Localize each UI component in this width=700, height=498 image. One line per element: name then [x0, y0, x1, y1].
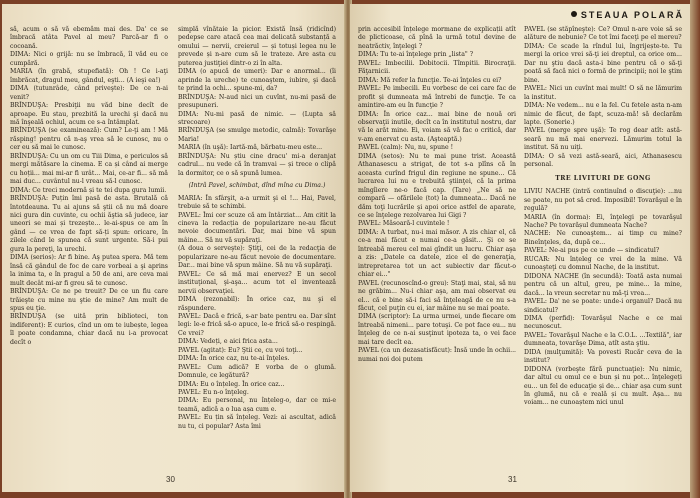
right-page-column-2	[524, 26, 682, 408]
dialogue-paragraph: PAVEL: Imbecilii. Dobitocii. Tîmpitii. Birocraţii. Făţarnicii.	[358, 59, 516, 76]
dialogue-paragraph: PAVEL (merge spre uşă): Te rog dear atît: astă-seară nu mă mai enervezi. Lămurim totul la institut. Să nu uiţi.	[524, 127, 682, 152]
dialogue-paragraph: PAVEL (recunoscînd-o greu): Staţi mai, stai, să nu ne grăbim... Nu-i chiar aşa, am mai observat eu el... că e bine să-i faci să înţeleagă de ce nu s-a făcut, cel puţin cu ei, iar mâine nu se mai poate.	[358, 279, 516, 312]
dialogue-paragraph: PAVEL (se stăpîneşte): Ce? Omul n-are voie să se alăture de nebunie? Ce tot îmi faceţi pe el mereu?	[524, 26, 682, 42]
dialogue-paragraph: MARIA (în dorma): Ei, înţelegi pe tovarăşul Nache? Pe tovarășul dumneata Nache?	[524, 213, 682, 229]
dialogue-paragraph: PAVEL (calm): Nu, nu, spune !	[358, 144, 454, 152]
right-page	[350, 4, 690, 492]
dialogue-paragraph: DIMA: Eu personal, nu înțeleg-o, dar ce mi-e teamă, adică a o lua așa cum e.	[178, 397, 336, 413]
dialogue-paragraph: MARIA: În sfârşit, a-a urmit şi el !... Hai, Pavel, trebuie să te schimbi.	[178, 194, 336, 211]
right-page-column-1	[358, 26, 516, 364]
dialogue-paragraph: MARIA (în uşă): Iartă-mă, bărbatu-meu este...	[178, 144, 323, 152]
dialogue-paragraph: PAVEL: Ne-ai pus pe ce unde — sindicatul?	[524, 247, 660, 255]
dialogue-paragraph: DIDONA (vorbeşte fără punctuaţie): Nu nimic, dar altul cu omul ce e bun și nu pot... înţelegeți eu... un fel de educaţie și de... chiar așa cum sunt în glumă, nu că e reală și cu mult. Așa... nu voiam... ne cunoaștem nici unul	[524, 365, 682, 407]
filled-circle-icon	[571, 11, 577, 17]
journal-header	[571, 10, 684, 20]
left-page	[2, 4, 346, 492]
dialogue-paragraph: DIMA (setos): Nu te mai pune trist. Această Athanasescu a strigat, de tot s-a plîns că în aceasta curînd frigul din regiune ne spune... Că lucrarea lui nu e trebuită ştiinţei, că la prima mîngîiere ne-o facă cap. (Tare) „Ne să ne compară — ofărilele (tot) la dumneata... Dacă ne dăm toţi lucrările şi apoi orice astfel de aparate, ce se înţelege rezolvarea lui Gigi ?	[358, 152, 516, 219]
dialogue-paragraph: DIDONA NACHE (în secundă): Toată asta numai pentru că un altul, greu, pe mine... la mine, dacă... la vreun secretar nu mă-ţi vrea...	[524, 272, 682, 297]
dialogue-paragraph: DIMA (serios): Ar fi bine. Aş putea spera. Mă tem însă că gândul de foc de care vorbeai a şi aprins la inima ta, e în pragul a 50 de ani, are ceva mai mult decât mi-ar fi greu să te cunosc.	[10, 254, 168, 287]
left-page-column-1	[10, 26, 168, 347]
dialogue-paragraph: DIMA (perfid): Tovarăşul Nache e ce mai necunoscut.	[524, 314, 682, 331]
dialogue-paragraph: DIMA: Eu o înțeleg. În orice caz...	[178, 380, 285, 388]
journal-title: STEAUA POLARĂ	[580, 10, 684, 20]
dialogue-paragraph: DIMA: Ce scade la rîndul lui, îngrijește-te. Tu mergi la orice vrei să-ţi iei dreptul, ca orice om... Dar nu ştiu dacă asta-i bine pentru că o să-ţi poată să facă nici o formă de principii; noi le ştim bine.	[524, 42, 682, 84]
dialogue-paragraph: PAVEL: Pe imbecili. Eu vorbesc de cei care fac de profit și dumneata mă întrebi de funcţie. Te ca amintire-am eu în funcţie ?	[358, 85, 516, 110]
dialogue-paragraph: DIMA (tutunrâde, când priveşte): De ce n-ai venit?	[10, 85, 168, 101]
dialogue-paragraph: (A doua o serveşte): Ştiţi, cei de la redacţia de popularizare ne-au făcut nevoie de documentare. Dar... mai bine vă spun mâine. Să nu vă supăraţi.	[178, 245, 336, 270]
dialogue-paragraph: PAVEL: Măsoară-l cuvintele !	[358, 220, 450, 228]
dialogue-paragraph: BRÎNDUŞA: Puțin îmi pasă de asta. Brutală că întotdeauna. Tu ai ajuns să ştii că nu mă doare nici gura din cuvinte, cu ochii ăştia să judece, iar uneori se mai și trezește... le-ai-spus ce am în gând — ce vrea de fapt să-ți spun: oricare, în zilele când le spunea că sunt urgente. Să-i pui gura la pereţi, la urechi.	[10, 195, 168, 253]
dialogue-paragraph: BRÎNDUŞA: N-aud nici un cuvînt, nu-mi pasă de presupuneri.	[178, 93, 336, 110]
dialogue-paragraph: PAVEL: Dacă e frică, s-ar bate pentru ea. Dar sînt legi: le-e frică să-o apuce, le-e frică să-o respingă. Ce vrei?	[178, 312, 336, 337]
dialogue-paragraph: RUCAR: Nu înțeleg ce vrei de la mine. Vă cunoaşteţi cu domnul Nache, de la institut.	[524, 255, 682, 272]
dialogue-paragraph: BRÎNDUŞA (se uită prin biblioteci, ton indiferent): E curios, cînd un om te iubește, legea îl poate condamna, chiar dacă nu i-a provocat decît o	[10, 313, 168, 346]
dialogue-paragraph: DIMA (o apucă de umeri): Dar e anormal... (îi aprinde la ureche) te cunoaştem, iubire, şi dacă te prind la ochi... spune-mi, da?	[178, 68, 336, 93]
dialogue-paragraph: MARIA (în grabă, stupefiată): Oh ! Ce i-aţi îmbrăcat, dragul meu, gândul, eşti... (A ieşi ea!)	[10, 68, 168, 84]
dialogue-paragraph: BRÎNDUŞA (se examinează): Cum? Le-ţi am ! Mă răsping! pentru că n-aş vrea să le cunosc, nu o cer eu să mai le cunosc.	[10, 127, 168, 152]
dialogue-paragraph: DIMA: Mă refer la funcţie. Te-ai înţeles cu ei?	[358, 76, 502, 84]
dialogue-paragraph: PAVEL: Nici un cuvînt mai mult! O să ne lămurim la institut.	[524, 85, 682, 101]
dialogue-paragraph: DIMA: Ce treci modernă și te tei dupa gura lumii.	[10, 186, 167, 194]
dialogue-paragraph: PAVEL: Îmi cer scuze că am întârziat... Am citit la cineva la redacția de popularizare ne-au făcut nevoie documentări. Dar, mai bine vă spun mâine... Să nu vă supăraţi.	[178, 211, 336, 244]
dialogue-paragraph: DIMA: Ne vedem... nu e la fel. Cu fetele asta n-am nimic de făcut, de fapt, scuza-mă! să declarăm lapte. (Sonerie.)	[524, 102, 682, 126]
dialogue-paragraph: TRE LIVITURI DE GONG	[555, 174, 651, 182]
dialogue-paragraph: DIMA: Tu te-ai înţelege prin „lista" ?	[358, 51, 474, 59]
dialogue-paragraph: PAVEL: Cum adică? E vorba de o glumă. Domnule, ce legătură?	[178, 363, 336, 380]
dialogue-paragraph: DIMA: A turbat, nu-i mai măsor. A zis chiar el, că ce-a mai făcut e numai ce-a găsit... Şi ce se întreabă mereu cel mai gîndit un lucru. Chiar aşa a zis: „Datele ca datele, zice el de generaţia, intrepretarea tot un act subiectiv dar făcut-o chiar ei..."	[358, 228, 516, 279]
dialogue-paragraph: simplă vînătaie la picior. Există însă (ridicînd) pedepse care atacă cea mai delicată substanță a omului — nervii, creierul — și totuși legea nu le prevede și n-are cum să le trateze. Are asta cu puterea justiţiei dintr-o zi în alta.	[178, 26, 336, 67]
dialogue-paragraph: PAVEL (ca un dezasatisfăcut): Însă unde în ochii... numai noi doi putem	[358, 347, 516, 363]
dialogue-paragraph: PAVEL: Tovarăşul Nache e la C.O.L. ...Textilă", iar dumneata, tovarăşe Dima, atît asta ştiu.	[524, 331, 682, 348]
dialogue-paragraph: prin accesibil înțelege mormane de explicații atît de plicticoase, că pînă la urmă totul devine de neatrăctiv, înţelegi ?	[358, 26, 516, 50]
left-page-number: 30	[166, 475, 175, 484]
dialogue-paragraph: DIMA: Vedeți, e aici frica asta...	[178, 338, 278, 346]
dialogue-paragraph: LIVIU NACHE (intră continuînd o discuţie): ...nu se poate, nu pot să cred. Imposibil! Tovarăşul e în regulă?	[524, 188, 682, 213]
dialogue-paragraph: DIMA: O să vezi astă-seară, aici, Athanasescu personal.	[524, 152, 682, 169]
dialogue-paragraph: DIMA: În orice caz, nu te-ai înţeles.	[178, 355, 290, 363]
dialogue-paragraph: BRÎNDUŞA: Ce ne pe treuit? De ce un fiu care trăieşte cu mine nu ştie de mine? Am mult de spus eu ţie.	[10, 288, 168, 312]
dialogue-paragraph: PAVEL: Eu țin să înțeleg. Vezi: ai ascultat, adică nu tu, ci popular? Asta îmi	[178, 414, 336, 430]
dialogue-paragraph: să, acum o să vă ebemăm mai des. Da' ce se îmbracă atâta Pavel al meu? Parcă-ar fi o cocoană.	[10, 26, 168, 50]
dialogue-paragraph: BRÎNDUŞA: Nu știu cine dracu' mi-a deranjat cadrul... nu vede că în tramvai — și trece o clipă la dormitor, ce o să spună lumea.	[178, 152, 336, 177]
right-page-number: 31	[508, 475, 517, 484]
dialogue-paragraph: BRÎNDUŞA: Cu un om cu Tiii Dima, e periculos să mergi mătăsare la cinema. E ca și când ai merge cu hoții... mai mi-ar fi urât... Mai, ce-ar fi... să mă mai duc... cuvântul nu-l vreau să-l cunosc.	[10, 152, 168, 186]
dialogue-paragraph: DIMA (scriptor): La urma urmei, unde fiecare om întreabă nimeni... pare totuşi. Ce pot face eu... nu înţeleg de ce n-ai susţinut ipoteza ta, o vei face mai tare decît ea.	[358, 313, 516, 346]
dialogue-paragraph: PAVEL: Eu n-o înţeleg.	[178, 389, 249, 397]
dialogue-paragraph: DIMA: În orice caz... mai bine de nouă ori observaţii inutile, decît ca în institutul nostru, dar vă le arăt mine. Ei, voiam să vă fac o critică, dar v-am enervat cu asta. (Aşteaptă.)	[358, 110, 516, 143]
dialogue-paragraph: PAVEL: Da' ne se poate: unde-i organul? Dacă nu sindicatul?	[524, 298, 682, 314]
dialogue-paragraph: DIDA (mulţumită): Va povesti Rucăr ceva de la institut?	[524, 348, 682, 365]
dialogue-paragraph: DIMA: Nu-mi pasă de nimic. — (Lupta să strecoare)	[178, 110, 336, 126]
dialogue-paragraph: DIMA (rezonabil): În orice caz, nu şi el răspundere.	[178, 296, 336, 312]
left-page-header	[10, 6, 340, 20]
dialogue-paragraph: BRÎNDUŞA (se smulge metodic, calmă): Tovarăşe Maria!	[178, 127, 336, 143]
dialogue-paragraph: NACHE: Ne cunoaştem... ai timp cu mine? Bineînţeles, da, după ce...	[524, 230, 682, 246]
dialogue-paragraph: BRÎNDUŞA: Presbiţii nu văd bine decît de aproape. Eu stau, prezbită la urechi şi dacă nu mă înşeală ochiul, acum ce s-a întâmplat.	[10, 102, 168, 126]
dialogue-paragraph: PAVEL (agitat): Eu? Ştii ce, cu voi toţi...	[178, 346, 303, 354]
left-page-column-2	[178, 26, 336, 431]
dialogue-paragraph: PAVEL: Ce să mă mai enervez? E un secol instituţional, şi-aşa... acum tot el inventează nervii observaţiei.	[178, 270, 336, 295]
dialogue-paragraph: (Intră Pavel, schimbat, dînd mîna cu Dima.)	[188, 182, 326, 190]
book-cover-edge	[690, 0, 700, 498]
dialogue-paragraph: DIMA: Nici o grijă: nu se îmbracă, îl văd eu ce cumpără.	[10, 51, 168, 67]
